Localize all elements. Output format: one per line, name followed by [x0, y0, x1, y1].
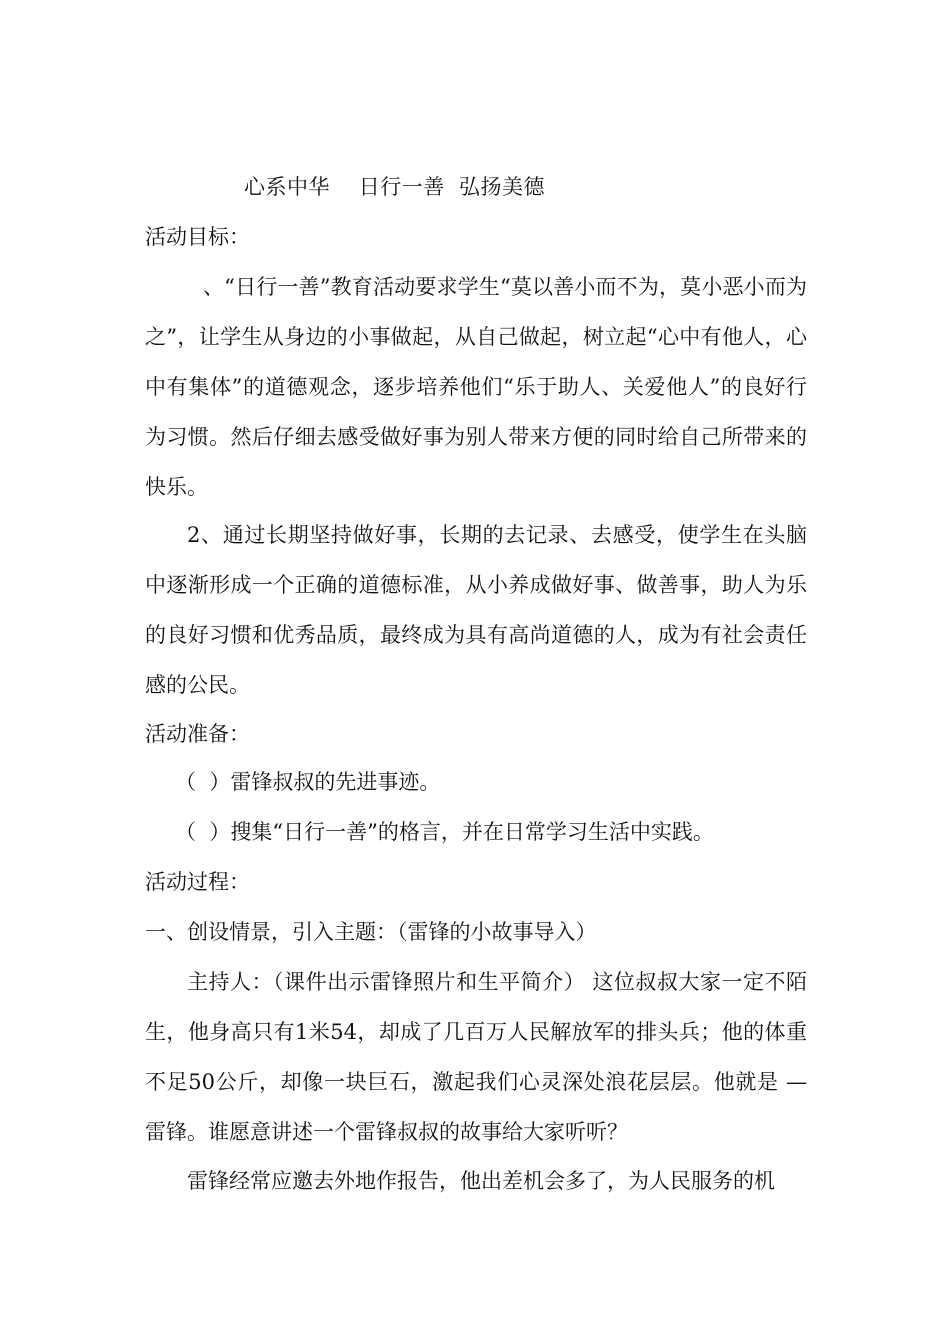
heading-activity-process: 活动过程：	[145, 870, 250, 894]
heading-activity-preparation: 活动准备：	[145, 722, 250, 746]
preparation-item-1: （ ）雷锋叔叔的先进事迹。	[175, 770, 441, 794]
process-step-1: 一、创设情景，引入主题：（雷锋的小故事导入）	[145, 920, 597, 944]
heading-activity-goals: 活动目标：	[145, 225, 250, 249]
document-title: 心系中华 日行一善 弘扬美德	[244, 175, 546, 199]
goal-paragraph-2: 2、通过长期坚持做好事，长期的去记录、去感受，使学生在头脑中逐渐形成一个正确的道德标准，从小养成做好事、做善事，助人为乐的良好习惯和优秀品质，最终成为具有高尚道德的人，成为有社会责任感的公民。	[145, 523, 807, 697]
story-paragraph: 雷锋经常应邀去外地作报告，他出差机会多了，为人民服务的机	[187, 1169, 775, 1193]
preparation-item-2: （ ）搜集“日行一善”的格言，并在日常学习生活中实践。	[175, 820, 714, 844]
goal-paragraph-1: 、“日行一善”教育活动要求学生“莫以善小而不为，莫小恶小而为之”，让学生从身边的小事做起，从自己做起，树立起“心中有他人，心中有集体”的道德观念，逐步培养他们“乐于助人、关爱他人”的良好行为习惯。然后仔细去感受做好事为别人带来方便的同时给自己所带来的快乐。	[145, 275, 807, 499]
host-paragraph: 主持人：（课件出示雷锋照片和生平简介） 这位叔叔大家一定不陌生，他身高只有1米54，却成了几百万人民解放军的排头兵；他的体重不足50公斤，却像一块巨石，激起我们心灵深处浪花层层。他就是 —雷锋。谁愿意讲述一个雷锋叔叔的故事给大家听听？	[145, 970, 807, 1144]
